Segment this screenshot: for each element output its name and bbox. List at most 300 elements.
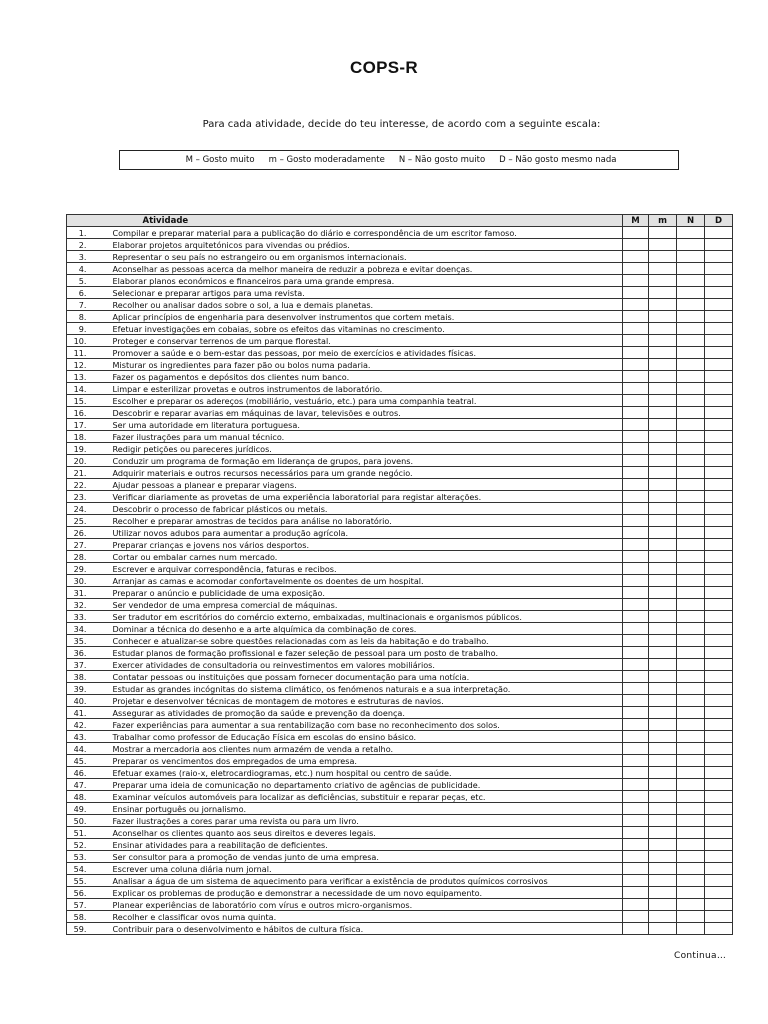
answer-cell-m-lower[interactable]	[649, 815, 677, 827]
answer-cell-m-lower[interactable]	[649, 539, 677, 551]
answer-cell-m-upper[interactable]	[623, 515, 649, 527]
answer-cell-m-lower[interactable]	[649, 467, 677, 479]
answer-cell-d[interactable]	[705, 815, 733, 827]
answer-cell-n[interactable]	[677, 695, 705, 707]
answer-cell-n[interactable]	[677, 263, 705, 275]
answer-cell-n[interactable]	[677, 431, 705, 443]
answer-cell-n[interactable]	[677, 527, 705, 539]
scale-legend-box	[119, 150, 679, 170]
answer-cell-m-upper[interactable]	[623, 635, 649, 647]
answer-cell-m-lower[interactable]	[649, 527, 677, 539]
answer-cell-d[interactable]	[705, 311, 733, 323]
answer-cell-m-upper[interactable]	[623, 443, 649, 455]
answer-cell-m-lower[interactable]	[649, 875, 677, 887]
answer-cell-m-upper[interactable]	[623, 803, 649, 815]
answer-cell-m-upper[interactable]	[623, 791, 649, 803]
answer-cell-d[interactable]	[705, 911, 733, 923]
table-row	[67, 719, 733, 731]
answer-cell-m-lower[interactable]	[649, 623, 677, 635]
answer-cell-n[interactable]	[677, 275, 705, 287]
answer-cell-d[interactable]	[705, 587, 733, 599]
table-row	[67, 311, 733, 323]
answer-cell-n[interactable]	[677, 335, 705, 347]
answer-cell-n[interactable]	[677, 515, 705, 527]
answer-cell-m-upper[interactable]	[623, 887, 649, 899]
row-number: 43.	[67, 731, 101, 743]
answer-cell-m-upper[interactable]	[623, 359, 649, 371]
answer-cell-d[interactable]	[705, 719, 733, 731]
answer-cell-d[interactable]	[705, 611, 733, 623]
answer-cell-d[interactable]	[705, 683, 733, 695]
answer-cell-n[interactable]	[677, 707, 705, 719]
answer-cell-d[interactable]	[705, 899, 733, 911]
answer-cell-n[interactable]	[677, 287, 705, 299]
row-number: 1.	[67, 227, 101, 239]
answer-cell-d[interactable]	[705, 347, 733, 359]
table-row	[67, 323, 733, 335]
answer-cell-m-lower[interactable]	[649, 899, 677, 911]
answer-cell-m-lower[interactable]	[649, 431, 677, 443]
answer-cell-n[interactable]	[677, 743, 705, 755]
answer-cell-n[interactable]	[677, 587, 705, 599]
answer-cell-n[interactable]	[677, 311, 705, 323]
answer-cell-m-lower[interactable]	[649, 407, 677, 419]
answer-cell-d[interactable]	[705, 779, 733, 791]
row-number: 47.	[67, 779, 101, 791]
answer-cell-m-lower[interactable]	[649, 779, 677, 791]
answer-cell-d[interactable]	[705, 299, 733, 311]
answer-cell-n[interactable]	[677, 923, 705, 935]
answer-cell-n[interactable]	[677, 779, 705, 791]
answer-cell-d[interactable]	[705, 923, 733, 935]
answer-cell-m-upper[interactable]	[623, 299, 649, 311]
answer-cell-d[interactable]	[705, 323, 733, 335]
answer-cell-m-lower[interactable]	[649, 347, 677, 359]
answer-cell-m-lower[interactable]	[649, 839, 677, 851]
answer-cell-n[interactable]	[677, 731, 705, 743]
answer-cell-m-lower[interactable]	[649, 251, 677, 263]
answer-cell-n[interactable]	[677, 467, 705, 479]
answer-cell-m-lower[interactable]	[649, 767, 677, 779]
answer-cell-n[interactable]	[677, 899, 705, 911]
answer-cell-n[interactable]	[677, 815, 705, 827]
answer-cell-d[interactable]	[705, 599, 733, 611]
answer-cell-d[interactable]	[705, 623, 733, 635]
answer-cell-m-lower[interactable]	[649, 659, 677, 671]
answer-cell-n[interactable]	[677, 227, 705, 239]
answer-cell-n[interactable]	[677, 455, 705, 467]
answer-cell-m-upper[interactable]	[623, 779, 649, 791]
answer-cell-m-lower[interactable]	[649, 299, 677, 311]
answer-cell-m-upper[interactable]	[623, 827, 649, 839]
answer-cell-m-upper[interactable]	[623, 599, 649, 611]
answer-cell-m-upper[interactable]	[623, 767, 649, 779]
answer-cell-m-lower[interactable]	[649, 311, 677, 323]
row-number: 56.	[67, 887, 101, 899]
answer-cell-m-upper[interactable]	[623, 491, 649, 503]
answer-cell-d[interactable]	[705, 839, 733, 851]
answer-cell-n[interactable]	[677, 419, 705, 431]
row-number: 15.	[67, 395, 101, 407]
row-activity: Cortar ou embalar carnes num mercado.	[101, 551, 623, 563]
answer-cell-d[interactable]	[705, 455, 733, 467]
table-row	[67, 743, 733, 755]
row-number: 12.	[67, 359, 101, 371]
row-activity: Assegurar as atividades de promoção da saúde e prevenção da doença.	[101, 707, 623, 719]
table-row	[67, 623, 733, 635]
answer-cell-n[interactable]	[677, 383, 705, 395]
answer-cell-n[interactable]	[677, 491, 705, 503]
answer-cell-n[interactable]	[677, 875, 705, 887]
answer-cell-m-lower[interactable]	[649, 683, 677, 695]
answer-cell-d[interactable]	[705, 479, 733, 491]
answer-cell-m-lower[interactable]	[649, 479, 677, 491]
answer-cell-d[interactable]	[705, 671, 733, 683]
row-number: 13.	[67, 371, 101, 383]
answer-cell-m-lower[interactable]	[649, 791, 677, 803]
answer-cell-m-upper[interactable]	[623, 323, 649, 335]
answer-cell-d[interactable]	[705, 791, 733, 803]
answer-cell-m-lower[interactable]	[649, 887, 677, 899]
answer-cell-m-upper[interactable]	[623, 479, 649, 491]
answer-cell-m-lower[interactable]	[649, 359, 677, 371]
answer-cell-m-upper[interactable]	[623, 875, 649, 887]
answer-cell-m-lower[interactable]	[649, 551, 677, 563]
answer-cell-d[interactable]	[705, 755, 733, 767]
table-row	[67, 863, 733, 875]
row-activity: Fazer experiências para aumentar a sua rentabilização com base no reconhecimento dos solos.	[101, 719, 623, 731]
answer-cell-m-lower[interactable]	[649, 239, 677, 251]
answer-cell-m-lower[interactable]	[649, 911, 677, 923]
activities-table	[66, 214, 733, 935]
answer-cell-n[interactable]	[677, 911, 705, 923]
table-row	[67, 491, 733, 503]
answer-cell-d[interactable]	[705, 359, 733, 371]
answer-cell-d[interactable]	[705, 239, 733, 251]
row-number: 45.	[67, 755, 101, 767]
answer-cell-m-upper[interactable]	[623, 671, 649, 683]
table-row	[67, 287, 733, 299]
scale-option-m-lower: m – Gosto moderadamente	[268, 155, 385, 165]
answer-cell-n[interactable]	[677, 887, 705, 899]
row-activity: Analisar a água de um sistema de aquecimento para verificar a existência de produtos químicos corrosivos	[101, 875, 623, 887]
answer-cell-m-upper[interactable]	[623, 743, 649, 755]
answer-cell-m-upper[interactable]	[623, 395, 649, 407]
table-row	[67, 611, 733, 623]
answer-cell-m-lower[interactable]	[649, 419, 677, 431]
header-col-n: N	[677, 215, 705, 227]
row-number: 23.	[67, 491, 101, 503]
table-body	[67, 227, 733, 935]
answer-cell-n[interactable]	[677, 839, 705, 851]
answer-cell-m-upper[interactable]	[623, 335, 649, 347]
table-row	[67, 539, 733, 551]
answer-cell-m-upper[interactable]	[623, 431, 649, 443]
answer-cell-m-lower[interactable]	[649, 287, 677, 299]
row-activity: Conduzir um programa de formação em liderança de grupos, para jovens.	[101, 455, 623, 467]
answer-cell-m-upper[interactable]	[623, 863, 649, 875]
answer-cell-m-upper[interactable]	[623, 539, 649, 551]
answer-cell-m-upper[interactable]	[623, 899, 649, 911]
answer-cell-m-lower[interactable]	[649, 695, 677, 707]
answer-cell-m-lower[interactable]	[649, 599, 677, 611]
answer-cell-d[interactable]	[705, 539, 733, 551]
row-number: 35.	[67, 635, 101, 647]
row-activity: Exercer atividades de consultadoria ou reinvestimentos em valores mobiliários.	[101, 659, 623, 671]
answer-cell-m-upper[interactable]	[623, 227, 649, 239]
answer-cell-d[interactable]	[705, 707, 733, 719]
answer-cell-m-lower[interactable]	[649, 323, 677, 335]
answer-cell-d[interactable]	[705, 443, 733, 455]
answer-cell-m-upper[interactable]	[623, 419, 649, 431]
answer-cell-m-upper[interactable]	[623, 563, 649, 575]
answer-cell-m-lower[interactable]	[649, 671, 677, 683]
answer-cell-n[interactable]	[677, 575, 705, 587]
table-row	[67, 707, 733, 719]
row-number: 51.	[67, 827, 101, 839]
answer-cell-d[interactable]	[705, 887, 733, 899]
answer-cell-d[interactable]	[705, 395, 733, 407]
answer-cell-d[interactable]	[705, 407, 733, 419]
answer-cell-m-upper[interactable]	[623, 383, 649, 395]
answer-cell-m-upper[interactable]	[623, 407, 649, 419]
answer-cell-m-lower[interactable]	[649, 503, 677, 515]
answer-cell-m-lower[interactable]	[649, 335, 677, 347]
answer-cell-n[interactable]	[677, 851, 705, 863]
answer-cell-n[interactable]	[677, 791, 705, 803]
answer-cell-d[interactable]	[705, 863, 733, 875]
answer-cell-m-lower[interactable]	[649, 863, 677, 875]
answer-cell-m-lower[interactable]	[649, 491, 677, 503]
answer-cell-m-lower[interactable]	[649, 563, 677, 575]
answer-cell-n[interactable]	[677, 659, 705, 671]
row-number: 5.	[67, 275, 101, 287]
row-activity: Adquirir materiais e outros recursos necessários para um grande negócio.	[101, 467, 623, 479]
answer-cell-m-lower[interactable]	[649, 707, 677, 719]
answer-cell-m-upper[interactable]	[623, 851, 649, 863]
answer-cell-n[interactable]	[677, 551, 705, 563]
answer-cell-n[interactable]	[677, 323, 705, 335]
answer-cell-n[interactable]	[677, 479, 705, 491]
scale-option-m-upper: M – Gosto muito	[185, 155, 255, 165]
answer-cell-d[interactable]	[705, 767, 733, 779]
answer-cell-d[interactable]	[705, 803, 733, 815]
answer-cell-d[interactable]	[705, 527, 733, 539]
answer-cell-m-lower[interactable]	[649, 827, 677, 839]
answer-cell-m-lower[interactable]	[649, 719, 677, 731]
table-row	[67, 551, 733, 563]
answer-cell-n[interactable]	[677, 803, 705, 815]
answer-cell-d[interactable]	[705, 251, 733, 263]
answer-cell-d[interactable]	[705, 275, 733, 287]
answer-cell-m-upper[interactable]	[623, 347, 649, 359]
answer-cell-d[interactable]	[705, 419, 733, 431]
answer-cell-m-lower[interactable]	[649, 731, 677, 743]
answer-cell-m-upper[interactable]	[623, 371, 649, 383]
row-number: 28.	[67, 551, 101, 563]
answer-cell-d[interactable]	[705, 503, 733, 515]
row-activity: Compilar e preparar material para a publicação do diário e correspondência de um escritor famoso.	[101, 227, 623, 239]
table-row	[67, 515, 733, 527]
answer-cell-n[interactable]	[677, 563, 705, 575]
answer-cell-m-upper[interactable]	[623, 623, 649, 635]
answer-cell-m-upper[interactable]	[623, 287, 649, 299]
answer-cell-m-upper[interactable]	[623, 659, 649, 671]
row-activity: Utilizar novos adubos para aumentar a produção agrícola.	[101, 527, 623, 539]
answer-cell-m-upper[interactable]	[623, 551, 649, 563]
answer-cell-d[interactable]	[705, 371, 733, 383]
answer-cell-m-lower[interactable]	[649, 587, 677, 599]
answer-cell-m-upper[interactable]	[623, 683, 649, 695]
answer-cell-m-upper[interactable]	[623, 575, 649, 587]
answer-cell-n[interactable]	[677, 251, 705, 263]
answer-cell-n[interactable]	[677, 863, 705, 875]
answer-cell-d[interactable]	[705, 731, 733, 743]
answer-cell-m-lower[interactable]	[649, 635, 677, 647]
row-number: 57.	[67, 899, 101, 911]
answer-cell-n[interactable]	[677, 395, 705, 407]
answer-cell-m-lower[interactable]	[649, 443, 677, 455]
answer-cell-m-upper[interactable]	[623, 467, 649, 479]
answer-cell-m-upper[interactable]	[623, 923, 649, 935]
answer-cell-m-upper[interactable]	[623, 647, 649, 659]
answer-cell-d[interactable]	[705, 659, 733, 671]
answer-cell-m-lower[interactable]	[649, 755, 677, 767]
answer-cell-m-lower[interactable]	[649, 851, 677, 863]
answer-cell-m-lower[interactable]	[649, 395, 677, 407]
answer-cell-m-upper[interactable]	[623, 707, 649, 719]
answer-cell-n[interactable]	[677, 827, 705, 839]
answer-cell-m-upper[interactable]	[623, 311, 649, 323]
answer-cell-m-upper[interactable]	[623, 251, 649, 263]
answer-cell-n[interactable]	[677, 503, 705, 515]
answer-cell-m-upper[interactable]	[623, 587, 649, 599]
answer-cell-m-lower[interactable]	[649, 575, 677, 587]
answer-cell-d[interactable]	[705, 647, 733, 659]
answer-cell-m-lower[interactable]	[649, 743, 677, 755]
answer-cell-d[interactable]	[705, 431, 733, 443]
answer-cell-m-upper[interactable]	[623, 275, 649, 287]
answer-cell-m-lower[interactable]	[649, 227, 677, 239]
answer-cell-m-lower[interactable]	[649, 371, 677, 383]
answer-cell-d[interactable]	[705, 743, 733, 755]
answer-cell-m-upper[interactable]	[623, 611, 649, 623]
answer-cell-m-upper[interactable]	[623, 503, 649, 515]
row-number: 58.	[67, 911, 101, 923]
instructions-text: Para cada atividade, decide do teu interesse, de acordo com a seguinte escala:	[202, 119, 601, 130]
answer-cell-d[interactable]	[705, 491, 733, 503]
answer-cell-m-lower[interactable]	[649, 455, 677, 467]
answer-cell-d[interactable]	[705, 551, 733, 563]
answer-cell-m-lower[interactable]	[649, 275, 677, 287]
answer-cell-n[interactable]	[677, 635, 705, 647]
answer-cell-m-lower[interactable]	[649, 515, 677, 527]
answer-cell-m-upper[interactable]	[623, 731, 649, 743]
table-row	[67, 407, 733, 419]
table-row	[67, 431, 733, 443]
row-activity: Efetuar exames (raio-x, eletrocardiogramas, etc.) num hospital ou centro de saúde.	[101, 767, 623, 779]
answer-cell-n[interactable]	[677, 767, 705, 779]
answer-cell-d[interactable]	[705, 383, 733, 395]
row-activity: Contribuir para o desenvolvimento e hábitos de cultura física.	[101, 923, 623, 935]
header-activity: Atividade	[101, 215, 623, 227]
answer-cell-m-lower[interactable]	[649, 611, 677, 623]
answer-cell-d[interactable]	[705, 875, 733, 887]
answer-cell-m-lower[interactable]	[649, 383, 677, 395]
row-number: 4.	[67, 263, 101, 275]
answer-cell-n[interactable]	[677, 359, 705, 371]
answer-cell-n[interactable]	[677, 647, 705, 659]
answer-cell-m-upper[interactable]	[623, 755, 649, 767]
answer-cell-m-upper[interactable]	[623, 695, 649, 707]
table-row	[67, 467, 733, 479]
answer-cell-d[interactable]	[705, 575, 733, 587]
answer-cell-m-upper[interactable]	[623, 815, 649, 827]
answer-cell-n[interactable]	[677, 443, 705, 455]
answer-cell-d[interactable]	[705, 851, 733, 863]
table-row	[67, 371, 733, 383]
header-number-cell	[67, 215, 101, 227]
answer-cell-m-lower[interactable]	[649, 803, 677, 815]
table-header-row	[67, 215, 733, 227]
answer-cell-m-lower[interactable]	[649, 647, 677, 659]
answer-cell-m-lower[interactable]	[649, 263, 677, 275]
answer-cell-n[interactable]	[677, 671, 705, 683]
row-number: 55.	[67, 875, 101, 887]
answer-cell-n[interactable]	[677, 683, 705, 695]
answer-cell-d[interactable]	[705, 227, 733, 239]
table-row	[67, 911, 733, 923]
answer-cell-m-upper[interactable]	[623, 839, 649, 851]
header-col-m-upper: M	[623, 215, 649, 227]
answer-cell-d[interactable]	[705, 563, 733, 575]
answer-cell-d[interactable]	[705, 635, 733, 647]
answer-cell-n[interactable]	[677, 755, 705, 767]
answer-cell-n[interactable]	[677, 611, 705, 623]
header-col-d: D	[705, 215, 733, 227]
answer-cell-n[interactable]	[677, 623, 705, 635]
answer-cell-n[interactable]	[677, 347, 705, 359]
row-activity: Estudar planos de formação profissional e fazer seleção de pessoal para um posto de trabalho.	[101, 647, 623, 659]
answer-cell-m-upper[interactable]	[623, 527, 649, 539]
table-row	[67, 659, 733, 671]
answer-cell-d[interactable]	[705, 335, 733, 347]
answer-cell-n[interactable]	[677, 539, 705, 551]
answer-cell-d[interactable]	[705, 287, 733, 299]
row-number: 9.	[67, 323, 101, 335]
row-activity: Efetuar investigações em cobaias, sobre os efeitos das vitaminas no crescimento.	[101, 323, 623, 335]
row-activity: Proteger e conservar terrenos de um parque florestal.	[101, 335, 623, 347]
answer-cell-m-upper[interactable]	[623, 263, 649, 275]
answer-cell-n[interactable]	[677, 371, 705, 383]
answer-cell-m-upper[interactable]	[623, 911, 649, 923]
answer-cell-m-lower[interactable]	[649, 923, 677, 935]
answer-cell-m-upper[interactable]	[623, 455, 649, 467]
answer-cell-n[interactable]	[677, 299, 705, 311]
answer-cell-d[interactable]	[705, 827, 733, 839]
answer-cell-n[interactable]	[677, 719, 705, 731]
scale-option-d: D – Não gosto mesmo nada	[499, 155, 617, 165]
answer-cell-d[interactable]	[705, 515, 733, 527]
answer-cell-n[interactable]	[677, 239, 705, 251]
answer-cell-m-upper[interactable]	[623, 239, 649, 251]
answer-cell-d[interactable]	[705, 263, 733, 275]
answer-cell-d[interactable]	[705, 467, 733, 479]
answer-cell-m-upper[interactable]	[623, 719, 649, 731]
answer-cell-d[interactable]	[705, 695, 733, 707]
answer-cell-n[interactable]	[677, 599, 705, 611]
answer-cell-n[interactable]	[677, 407, 705, 419]
